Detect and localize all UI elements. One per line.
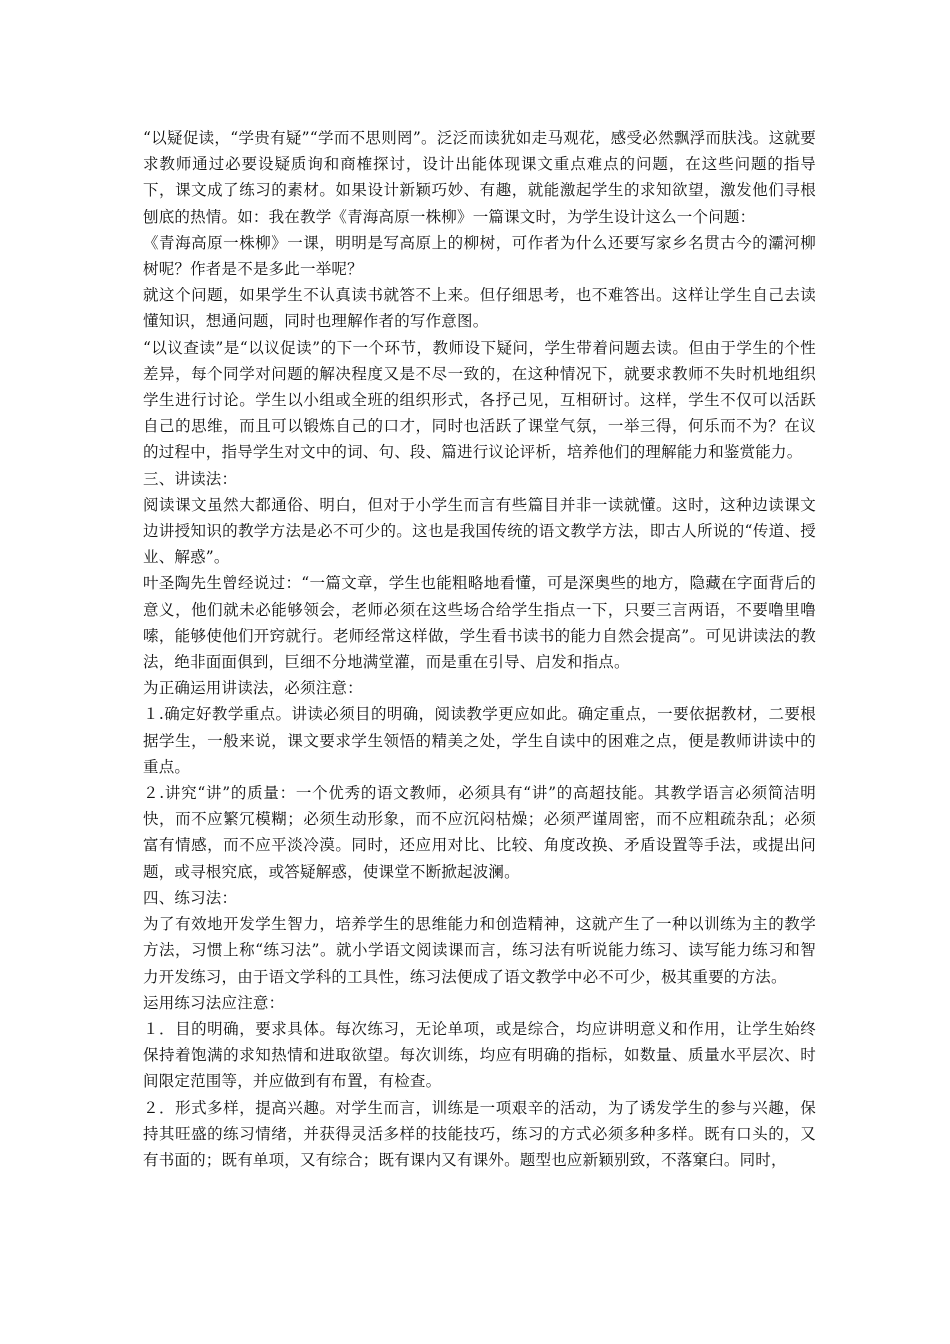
paragraph-discussion: “以议查读”是“以议促读”的下一个环节，教师设下疑问，学生带着问题去读。但由于学生的个性差异，每个同学对问题的解决程度又是不尽一致的，在这种情况下，就要求教师不失时机地组织学生进行讨论。学生以小组或全班的组织形式，各抒己见，互相研讨。这样，学生不仅可以活跃自己的思维，而且可以锻炼自己的口才，同时也活跃了课堂气氛，一举三得，何乐而不为？在议的过程中，指导学生对文中的词、句、段、篇进行议论评析，培养他们的理解能力和鉴赏能力。 — [143, 338, 816, 462]
list-item-practice-1: １．目的明确，要求具体。每次练习，无论单项，或是综合，均应讲明意义和作用，让学生始终保持着饱满的求知热情和进取欲望。每次训练，均应有明确的指标，如数量、质量水平层次、时间限定范围等，并应做到有布置，有检查。 — [143, 1019, 816, 1091]
paragraph-practice-intro: 为了有效地开发学生智力，培养学生的思维能力和创造精神，这就产生了一种以训练为主的教学方法，习惯上称“练习法”。就小学语文阅读课而言，练习法有听说能力练习、读写能力练习和智力开发练习，由于语文学科的工具性，练习法便成了语文教学中必不可少，极其重要的方法。 — [143, 915, 816, 986]
list-item-lecture-1: １.确定好教学重点。讲读必须目的明确，阅读教学更应如此。确定重点，一要依据教材，二要根据学生，一般来说，课文要求学生领悟的精美之处，学生自读中的困难之点，便是教师讲读中的重点。 — [143, 705, 816, 776]
paragraph-lecture-notes-intro: 为正确运用讲读法，必须注意： — [143, 679, 363, 698]
paragraph-question-answer: 就这个问题，如果学生不认真读书就答不上来。但仔细思考，也不难答出。这样让学生自己去读懂知识，想通问题，同时也理解作者的写作意图。 — [143, 286, 816, 331]
document-body — [143, 125, 816, 1173]
section-heading-lecture-reading: 三、讲读法： — [143, 469, 238, 488]
paragraph-questioning: “以疑促读，“学贵有疑”“学而不思则罔”。泛泛而读犹如走马观花，感受必然飘浮而肤浅。这就要求教师通过必要设疑质询和商榷探讨，设计出能体现课文重点难点的问题，在这些问题的指导下，课文成了练习的素材。如果设计新颖巧妙、有趣，就能激起学生的求知欲望，激发他们寻根刨底的热情。如：我在教学《青海高原一株柳》一篇课文时，为学生设计这么一个问题： — [143, 129, 816, 226]
section-heading-practice: 四、练习法： — [143, 888, 238, 907]
paragraph-ye-shengtao-quote: 叶圣陶先生曾经说过：“一篇文章，学生也能粗略地看懂，可是深奥些的地方，隐藏在字面背后的意义，他们就未必能够领会，老师必须在这些场合给学生指点一下，只要三言两语，不要噜里噜嗦，能够使他们开窍就行。老师经常这样做，学生看书读书的能力自然会提高”。可见讲读法的教法，绝非面面俱到，巨细不分地满堂灌，而是重在引导、启发和指点。 — [143, 574, 816, 672]
list-item-practice-2: ２．形式多样，提高兴趣。对学生而言，训练是一项艰辛的活动，为了诱发学生的参与兴趣，保持其旺盛的练习情绪，并获得灵活多样的技能技巧，练习的方式必须多种多样。既有口头的，又有书面的；既有单项，又有综合；既有课内又有课外。题型也应新颖别致，不落窠臼。同时， — [143, 1098, 816, 1169]
paragraph-lecture-intro: 阅读课文虽然大都通俗、明白，但对于小学生而言有些篇目并非一读就懂。这时，这种边读课文边讲授知识的教学方法是必不可少的。这也是我国传统的语文教学方法，即古人所说的“传道、授业、解惑”。 — [143, 495, 816, 567]
list-item-lecture-2: ２.讲究“讲”的质量：一个优秀的语文教师，必须具有“讲”的高超技能。其教学语言必须简洁明快，而不应繁冗模糊；必须生动形象，而不应沉闷枯燥；必须严谨周密，而不应粗疏杂乱；必须富有情感，而不应平淡冷漠。同时，还应用对比、比较、角度改换、矛盾设置等手法，或提出问题，或寻根究底，或答疑解惑，使课堂不断掀起波澜。 — [143, 784, 816, 881]
paragraph-practice-notes-intro: 运用练习法应注意： — [143, 993, 285, 1012]
paragraph-question-example: 《青海高原一株柳》一课，明明是写高原上的柳树，可作者为什么还要写家乡名贯古今的灞河柳树呢？作者是不是多此一举呢？ — [143, 233, 816, 279]
